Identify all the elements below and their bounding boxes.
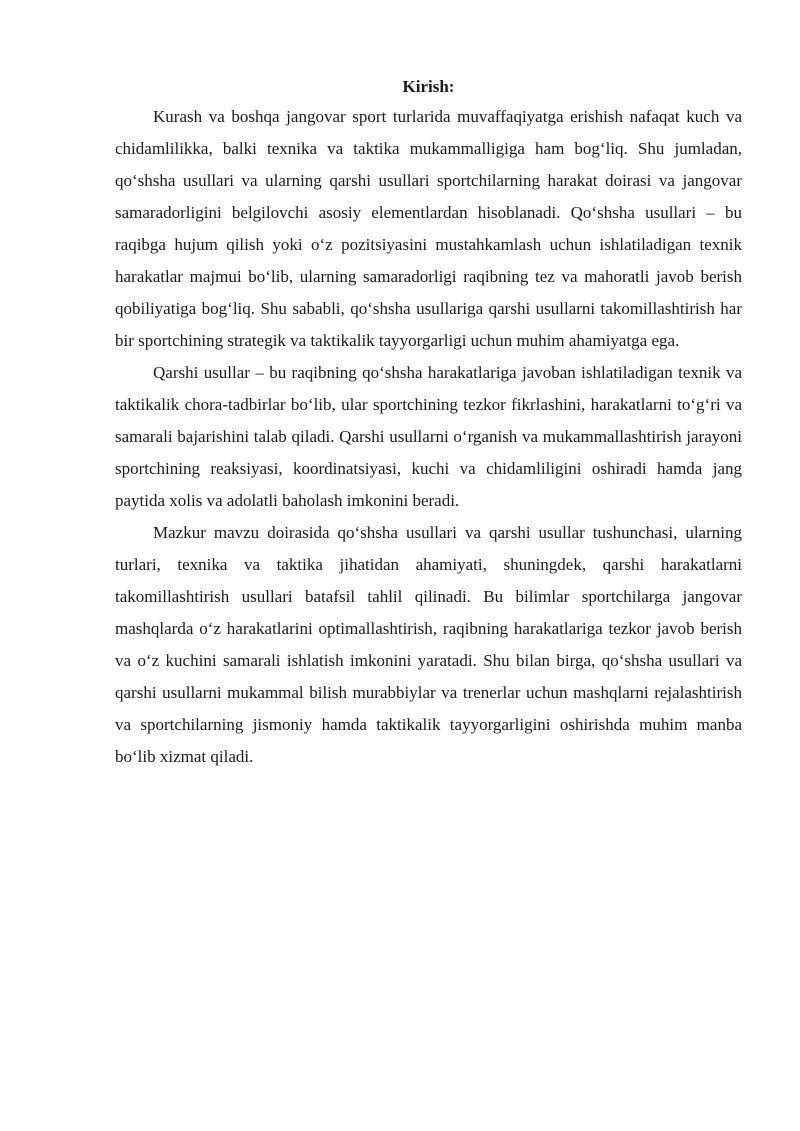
paragraph-3: Mazkur mavzu doirasida qo‘shsha usullari va qarshi usullar tushunchasi, ularning turlari, texnika va taktika jihatidan ahamiyati, shuningdek, qarshi harakatlarni takomillashtirish usullari batafsil tahlil qilinadi. Bu bilimlar sportchilarga jangovar mashqlarda o‘z harakatlarini optimallashtirish, raqibning harakatlariga tezkor javob berish va o‘z kuchini samarali ishlatish imkonini yaratadi. Shu bilan birga, qo‘shsha usullari va qarshi usullarni mukammal bilish murabbiylar va trenerlar uchun mashqlarni rejalashtirish va sportchilarning jismoniy hamda taktikalik tayyorgarligini oshirishda muhim manba bo‘lib xizmat qiladi.: [115, 523, 742, 766]
paragraph-1: Kurash va boshqa jangovar sport turlarida muvaffaqiyatga erishish nafaqat kuch va chidamlilikka, balki texnika va taktika mukammalligiga ham bog‘liq. Shu jumladan, qo‘shsha usullari va ularning qarshi usullari sportchilarning harakat doirasi va jangovar samaradorligini belgilovchi asosiy elementlardan hisoblanadi. Qo‘shsha usullari – bu raqibga hujum qilish yoki o‘z pozitsiyasini mustahkamlash uchun ishlatiladigan texnik harakatlar majmui bo‘lib, ularning samaradorligi raqibning tez va mahoratli javob berish qobiliyatiga bog‘liq. Shu sababli, qo‘shsha usullariga qarshi usullarni takomillashtirish har bir sportchining strategik va taktikalik tayyorgarligi uchun muhim ahamiyatga ega.: [115, 107, 742, 350]
paragraph-2: Qarshi usullar – bu raqibning qo‘shsha harakatlariga javoban ishlatiladigan texnik va taktikalik chora-tadbirlar bo‘lib, ular sportchining tezkor fikrlashini, harakatlarni to‘g‘ri va samarali bajarishini talab qiladi. Qarshi usullarni o‘rganish va mukammallashtirish jarayoni sportchining reaksiyasi, koordinatsiyasi, kuchi va chidamliligini oshiradi hamda jang paytida xolis va adolatli baholash imkonini beradi.: [115, 363, 742, 510]
document-title: Kirish:: [402, 77, 455, 96]
document-body: [115, 74, 742, 773]
